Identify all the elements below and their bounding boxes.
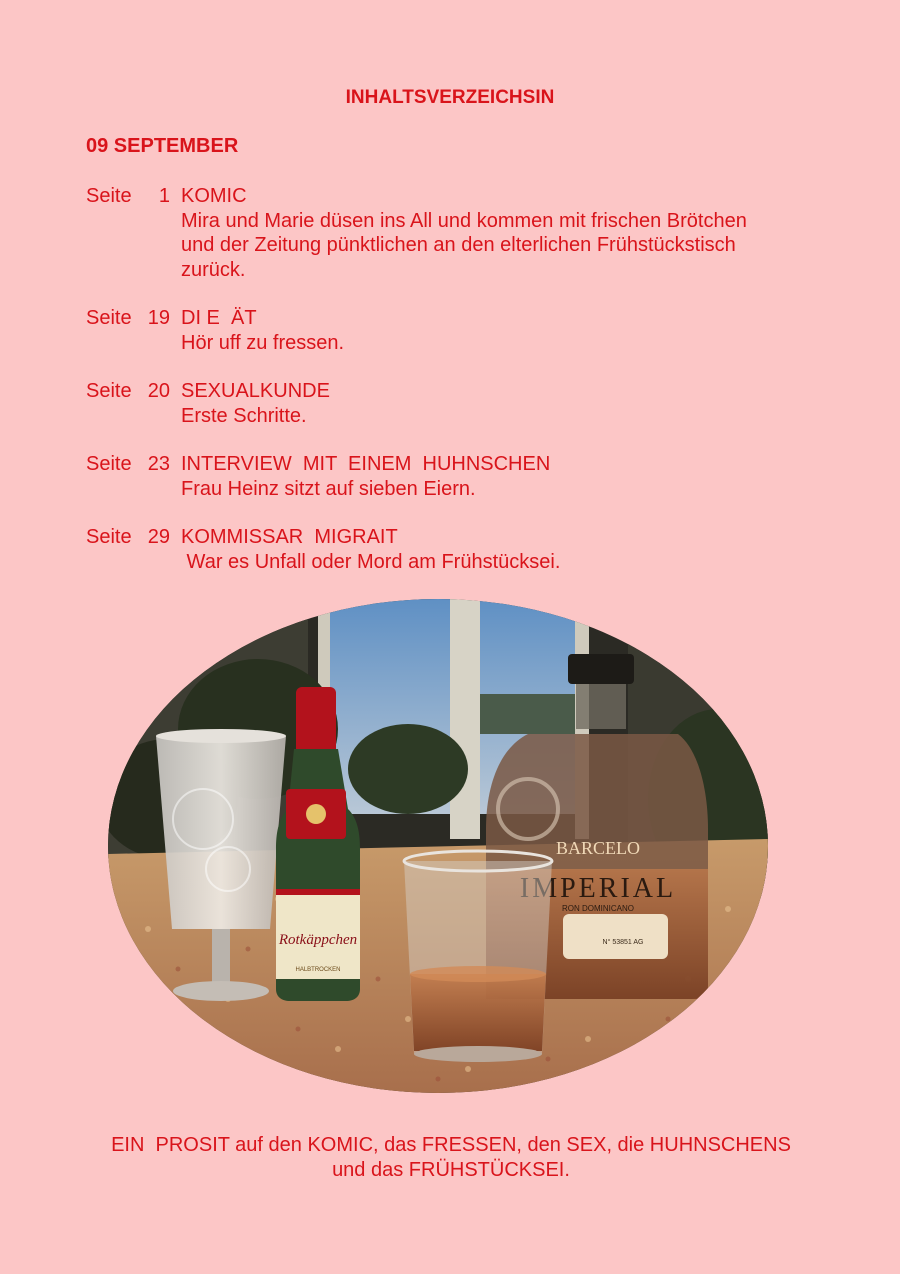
entry-description: zurück.: [181, 258, 246, 281]
footer-text: [86, 1133, 816, 1183]
entry-description: Erste Schritte.: [181, 404, 307, 427]
tumbler-glass: [404, 851, 552, 1062]
rum-label-top-text: BARCELO: [555, 838, 641, 858]
seite-label: Seite: [86, 380, 132, 402]
rum-label-sub-text: RON DOMINICANO: [562, 904, 634, 913]
page-number: 29: [147, 526, 170, 548]
entry-description: War es Unfall oder Mord am Frühstücksei.: [181, 550, 561, 573]
bottle-label-text: Rotkäppchen: [278, 932, 358, 948]
entry-description: Hör uff zu fressen.: [181, 331, 345, 354]
toc-entry: [86, 379, 330, 428]
rum-batch-text: N° 53851 AG: [602, 939, 644, 946]
oval-photo: [108, 599, 768, 1093]
entry-heading: KOMMISSAR MIGRAIT: [181, 526, 398, 548]
toc-entry: [86, 525, 560, 574]
footer-line: EIN PROSIT auf den KOMIC, das FRESSEN, den SEX, die HUHNSCHENS: [111, 1134, 791, 1156]
entry-heading: INTERVIEW MIT EINEM HUHNSCHEN: [181, 453, 551, 475]
page-number: 23: [147, 453, 170, 475]
entry-description: Mira und Marie düsen ins All und kommen mit frischen Brötchen: [181, 209, 747, 232]
seite-label: Seite: [86, 526, 132, 548]
date-heading: 09 SEPTEMBER: [86, 135, 239, 157]
seite-label: Seite: [86, 307, 132, 329]
page-title: INHALTSVERZEICHSIN: [345, 87, 555, 108]
seite-label: Seite: [86, 185, 132, 207]
bottle-sublabel-text: HALBTROCKEN: [295, 967, 341, 973]
toc-entry: [86, 306, 344, 355]
toc-entry: [86, 184, 747, 282]
page-number: 1: [158, 185, 170, 207]
page-number: 20: [147, 380, 170, 402]
entry-description: Frau Heinz sitzt auf sieben Eiern.: [181, 477, 476, 500]
entry-heading: SEXUALKUNDE: [181, 380, 330, 402]
entry-description: und der Zeitung pünktlichen an den elterlichen Frühstückstisch: [181, 234, 736, 256]
entry-heading: DI E ÄT: [181, 307, 257, 329]
rum-label-text: IMPERIAL: [519, 873, 677, 904]
seite-label: Seite: [86, 453, 132, 475]
entry-heading: KOMIC: [181, 185, 247, 207]
page-number: 19: [147, 307, 170, 329]
toc-entry: [86, 452, 550, 501]
footer-line: und das FRÜHSTÜCKSEI.: [332, 1159, 570, 1181]
